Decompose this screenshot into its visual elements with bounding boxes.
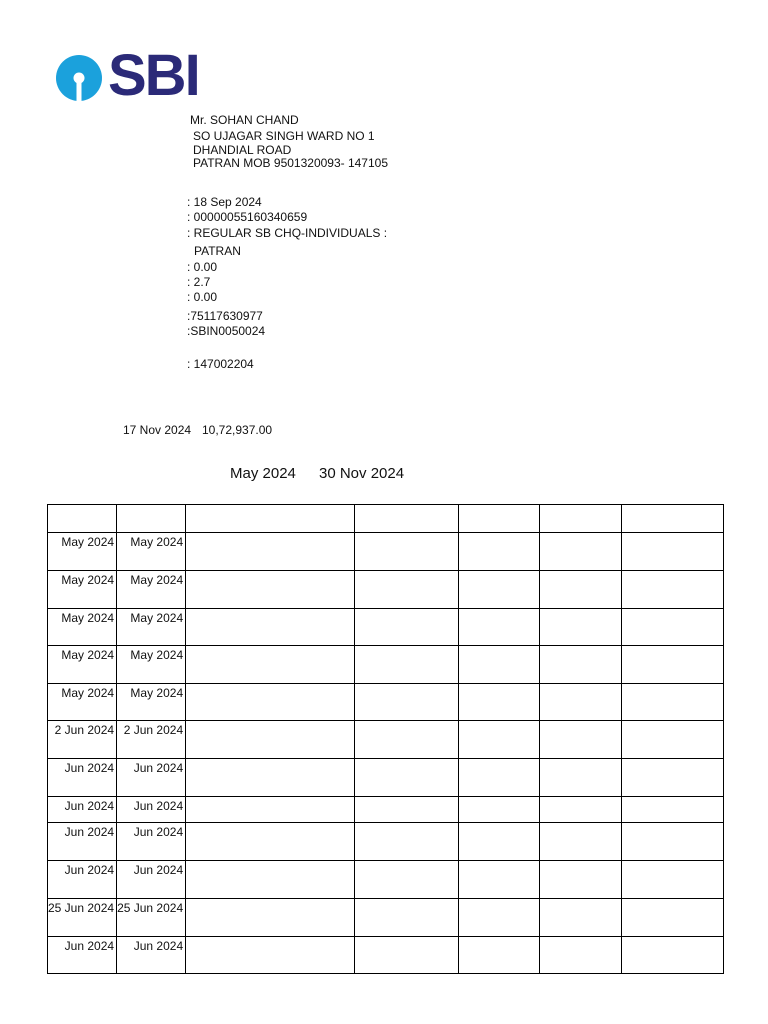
txn-date: May 2024 — [61, 611, 115, 625]
header-cell — [186, 505, 355, 533]
empty-cell — [355, 721, 459, 759]
value-date-cell — [117, 571, 186, 609]
empty-cell — [459, 823, 540, 861]
info-value-3: : 0.00 — [187, 290, 218, 304]
txn-date-cell — [48, 759, 117, 797]
txn-date-cell — [48, 609, 117, 646]
txn-date-cell — [48, 684, 117, 721]
value-date-cell — [117, 684, 186, 721]
header-cell — [459, 505, 540, 533]
sbi-logo-text: SBI — [108, 43, 199, 108]
empty-cell — [355, 684, 459, 721]
period-from: May 2024 — [230, 465, 296, 482]
empty-cell — [622, 609, 724, 646]
table-row — [48, 823, 724, 861]
empty-cell — [355, 533, 459, 571]
value-date: 2 Jun 2024 — [123, 723, 184, 737]
branch-name: PATRAN — [194, 244, 241, 258]
value-date-cell — [117, 646, 186, 684]
value-date: May 2024 — [130, 535, 184, 549]
customer-name: Mr. SOHAN CHAND — [190, 113, 299, 127]
customer-address-line-3: PATRAN MOB 9501320093- 147105 — [193, 156, 389, 170]
balance-amount: 10,72,937.00 — [202, 423, 273, 437]
value-date: May 2024 — [130, 611, 184, 625]
value-date: Jun 2024 — [133, 799, 184, 813]
empty-cell — [355, 899, 459, 937]
header-cell — [540, 505, 622, 533]
empty-cell — [186, 937, 355, 974]
value-date-cell — [117, 609, 186, 646]
value-date-cell — [117, 797, 186, 823]
header-cell — [622, 505, 724, 533]
sbi-logo — [55, 43, 200, 108]
txn-date: May 2024 — [61, 686, 115, 700]
empty-cell — [622, 861, 724, 899]
txn-date: Jun 2024 — [64, 799, 115, 813]
ifsc-code: :SBIN0050024 — [187, 324, 266, 338]
empty-cell — [459, 684, 540, 721]
table-row — [48, 861, 724, 899]
empty-cell — [355, 759, 459, 797]
empty-cell — [622, 684, 724, 721]
empty-cell — [622, 646, 724, 684]
empty-cell — [355, 937, 459, 974]
empty-cell — [622, 797, 724, 823]
empty-cell — [186, 571, 355, 609]
txn-date-cell — [48, 797, 117, 823]
txn-date: Jun 2024 — [64, 761, 115, 775]
header-cell — [355, 505, 459, 533]
info-number-1: :75117630977 — [187, 309, 263, 323]
empty-cell — [622, 533, 724, 571]
account-number: : 00000055160340659 — [187, 210, 308, 224]
empty-cell — [540, 759, 622, 797]
empty-cell — [622, 937, 724, 974]
value-date-cell — [117, 823, 186, 861]
empty-cell — [540, 533, 622, 571]
empty-cell — [540, 609, 622, 646]
empty-cell — [459, 646, 540, 684]
table-row — [48, 899, 724, 937]
table-row — [48, 684, 724, 721]
empty-cell — [355, 797, 459, 823]
txn-date: May 2024 — [61, 573, 115, 587]
empty-cell — [186, 759, 355, 797]
empty-cell — [186, 861, 355, 899]
period-to: 30 Nov 2024 — [319, 465, 405, 482]
empty-cell — [355, 571, 459, 609]
table-row — [48, 533, 724, 571]
txn-date-cell — [48, 861, 117, 899]
txn-date-cell — [48, 533, 117, 571]
empty-cell — [459, 899, 540, 937]
empty-cell — [459, 721, 540, 759]
value-date: Jun 2024 — [133, 825, 184, 839]
table-row — [48, 937, 724, 974]
account-type: : REGULAR SB CHQ-INDIVIDUALS : — [187, 226, 388, 240]
txn-date: May 2024 — [61, 535, 115, 549]
customer-address-line-1: SO UJAGAR SINGH WARD NO 1 — [193, 129, 375, 143]
empty-cell — [186, 823, 355, 861]
transactions-table — [47, 504, 724, 974]
value-date: May 2024 — [130, 648, 184, 662]
empty-cell — [459, 797, 540, 823]
empty-cell — [540, 646, 622, 684]
empty-cell — [540, 797, 622, 823]
value-date: Jun 2024 — [133, 863, 184, 877]
value-date: May 2024 — [130, 573, 184, 587]
empty-cell — [186, 684, 355, 721]
header-cell — [117, 505, 186, 533]
empty-cell — [355, 609, 459, 646]
empty-cell — [540, 861, 622, 899]
sbi-keyhole-logo-icon — [55, 54, 103, 102]
empty-cell — [622, 823, 724, 861]
empty-cell — [622, 759, 724, 797]
empty-cell — [622, 721, 724, 759]
table-row — [48, 646, 724, 684]
table-header-row — [48, 505, 724, 533]
txn-date: May 2024 — [61, 648, 115, 662]
empty-cell — [540, 899, 622, 937]
empty-cell — [622, 571, 724, 609]
value-date-cell — [117, 899, 186, 937]
empty-cell — [459, 571, 540, 609]
header-cell — [48, 505, 117, 533]
empty-cell — [540, 721, 622, 759]
table-row — [48, 797, 724, 823]
txn-date: Jun 2024 — [64, 863, 115, 877]
empty-cell — [355, 646, 459, 684]
value-date: Jun 2024 — [133, 761, 184, 775]
value-date-cell — [117, 533, 186, 571]
txn-date: 25 Jun 2024 — [48, 901, 115, 915]
empty-cell — [622, 899, 724, 937]
info-value-2: : 2.7 — [187, 275, 211, 289]
value-date-cell — [117, 721, 186, 759]
empty-cell — [459, 533, 540, 571]
empty-cell — [459, 759, 540, 797]
empty-cell — [540, 823, 622, 861]
empty-cell — [186, 721, 355, 759]
txn-date-cell — [48, 937, 117, 974]
table-row — [48, 759, 724, 797]
empty-cell — [540, 684, 622, 721]
table-row — [48, 571, 724, 609]
txn-date: 2 Jun 2024 — [54, 723, 115, 737]
empty-cell — [355, 823, 459, 861]
txn-date-cell — [48, 646, 117, 684]
txn-date-cell — [48, 823, 117, 861]
statement-date: : 18 Sep 2024 — [187, 195, 262, 209]
value-date: Jun 2024 — [133, 939, 184, 953]
empty-cell — [186, 609, 355, 646]
empty-cell — [186, 797, 355, 823]
empty-cell — [186, 646, 355, 684]
txn-date: Jun 2024 — [64, 939, 115, 953]
value-date: May 2024 — [130, 686, 184, 700]
empty-cell — [540, 571, 622, 609]
empty-cell — [459, 609, 540, 646]
value-date-cell — [117, 861, 186, 899]
empty-cell — [355, 861, 459, 899]
value-date-cell — [117, 937, 186, 974]
table-row — [48, 721, 724, 759]
empty-cell — [540, 937, 622, 974]
table-row — [48, 609, 724, 646]
txn-date-cell — [48, 571, 117, 609]
txn-date-cell — [48, 899, 117, 937]
info-value-1: : 0.00 — [187, 260, 218, 274]
empty-cell — [459, 937, 540, 974]
balance-date: 17 Nov 2024 — [123, 423, 192, 437]
empty-cell — [186, 899, 355, 937]
empty-cell — [186, 533, 355, 571]
txn-date-cell — [48, 721, 117, 759]
txn-date: Jun 2024 — [64, 825, 115, 839]
value-date: 25 Jun 2024 — [117, 901, 184, 915]
micr-code: : 147002204 — [187, 357, 254, 371]
value-date-cell — [117, 759, 186, 797]
empty-cell — [459, 861, 540, 899]
customer-address-line-2: DHANDIAL ROAD — [193, 143, 292, 157]
